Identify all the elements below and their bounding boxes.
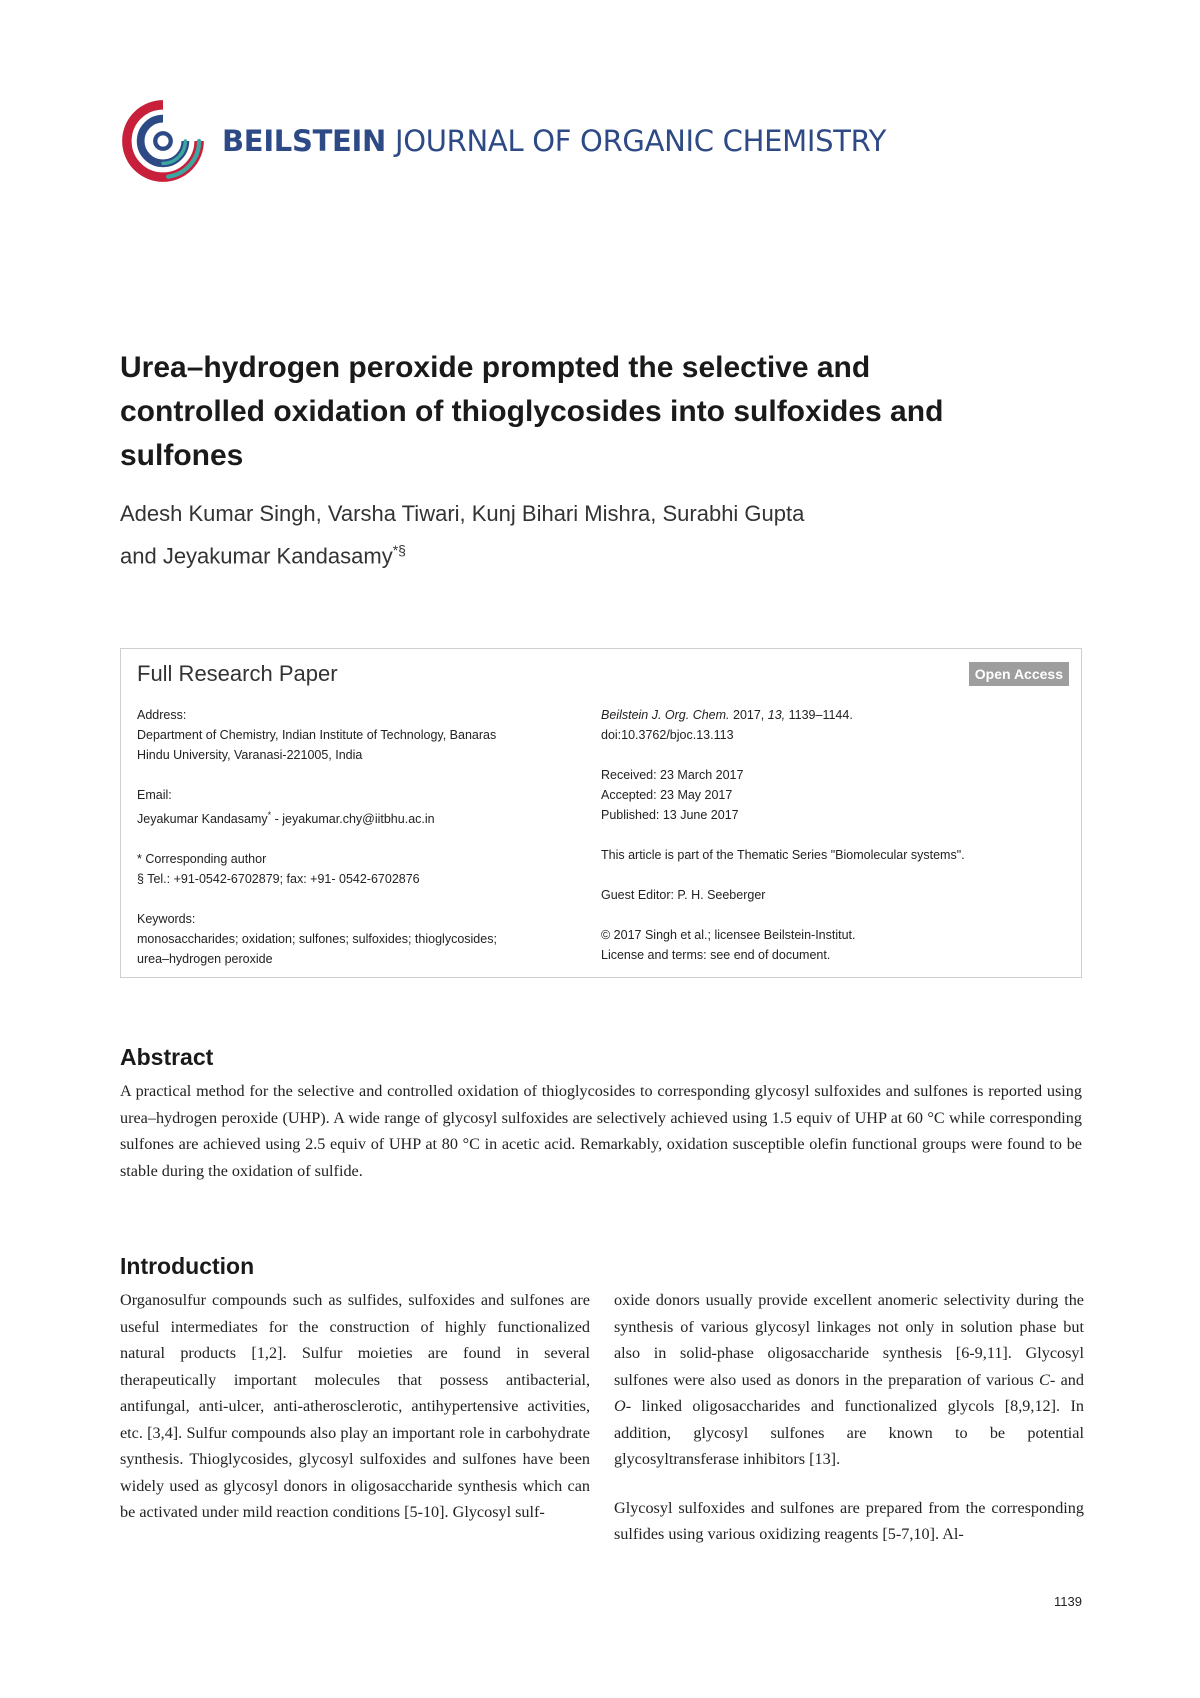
phone-fax: § Tel.: +91-0542-6702879; fax: +91- 0542-6702876 xyxy=(137,872,420,887)
abstract-heading: Abstract xyxy=(120,1044,214,1070)
keywords-line-1: monosaccharides; oxidation; sulfones; sulfoxides; thioglycosides; xyxy=(137,932,497,947)
intro-paragraph-2: Glycosyl sulfoxides and sulfones are prepared from the corresponding sulfides using various oxidizing reagents [5-7,10]. Al- xyxy=(614,1498,1084,1543)
email-author: Jeyakumar Kandasamy xyxy=(137,812,268,827)
article-title: Urea–hydrogen peroxide prompted the selective and controlled oxidation of thioglycosides into sulfoxides and sulfones xyxy=(120,351,944,472)
published-date: Published: 13 June 2017 xyxy=(601,808,739,822)
intro-right-column xyxy=(614,1287,1084,1548)
citation-journal: Beilstein J. Org. Chem. xyxy=(601,708,730,722)
intro-paragraph-1: Organosulfur compounds such as sulfides, sulfoxides and sulfones are useful intermediates for the construction of highly functionalized natural products [1,2]. Sulfur moieties are found in several therapeutically important molecules that possess antibacterial, antifungal, anti-ulcer, anti-atherosclerotic, antihypertensive activities, etc. [3,4]. Sulfur compounds also play an important role in carbohydrate synthesis. Thioglycosides, glycosyl sulfoxides and sulfones have been widely used as glycosyl donors in oligosaccharide synthesis which can be activated under mild reaction conditions [5-10]. Glycosyl sulf- xyxy=(120,1291,590,1521)
keywords-line-2: urea–hydrogen peroxide xyxy=(137,952,273,967)
email-label: Email: xyxy=(137,788,172,802)
accepted-date: Accepted: 23 May 2017 xyxy=(601,788,733,802)
doi-link[interactable]: doi:10.3762/bjoc.13.113 xyxy=(601,728,734,742)
citation-year: 2017, xyxy=(729,708,768,722)
journal-header xyxy=(120,96,886,186)
guest-editor: Guest Editor: P. H. Seeberger xyxy=(601,888,766,902)
introduction-heading: Introduction xyxy=(120,1253,255,1279)
citation xyxy=(601,705,1071,725)
journal-brand: BEILSTEIN xyxy=(222,124,387,158)
paper-type: Full Research Paper xyxy=(137,661,338,686)
address-line-1: Department of Chemistry, Indian Institute of Technology, Banaras xyxy=(137,728,497,742)
license-terms: License and terms: see end of document. xyxy=(601,948,831,962)
journal-title-rest: JOURNAL OF ORGANIC CHEMISTRY xyxy=(394,124,887,158)
journal-name xyxy=(222,124,886,158)
page-number: 1139 xyxy=(1054,1594,1082,1609)
citation-volume: 13, xyxy=(767,708,786,722)
abstract-text: A practical method for the selective and controlled oxidation of thioglycosides to corresponding glycosyl sulfoxides and sulfones is reported using urea–hydrogen peroxide (UHP). A wide range of glycosyl sulfoxides are selectively achieved using 1.5 equiv of UHP at 60 °C while corresponding sulfones are achieved using 2.5 equiv of UHP at 80 °C in acetic acid. Remarkably, oxidation susceptible olefin functional groups were found to be stable during the oxidation of sulfide. xyxy=(120,1082,1082,1180)
received-date: Received: 23 March 2017 xyxy=(601,768,744,782)
info-right-column xyxy=(601,705,1071,965)
open-access-badge: Open Access xyxy=(969,662,1069,686)
email-mark: * xyxy=(267,810,272,820)
copyright: © 2017 Singh et al.; licensee Beilstein-Institut. xyxy=(601,928,856,942)
authors-line-1: Adesh Kumar Singh, Varsha Tiwari, Kunj Bihari Mishra, Surabhi Gupta xyxy=(120,501,805,526)
authors-line-2: and Jeyakumar Kandasamy xyxy=(120,543,393,569)
corresponding-note: * Corresponding author xyxy=(137,852,267,867)
email-entry xyxy=(137,805,557,829)
address-line-2: Hindu University, Varanasi-221005, India xyxy=(137,748,363,762)
intro-paragraph-1-continued: oxide donors usually provide excellent anomeric selectivity during the synthesis of various glycosyl linkages not only in solution phase but also in solid-phase oligosaccharide synthesis [6-9,11]. Glycosyl sulfones were also used as donors in the preparation of various C- and O- linked oligosaccharides and functionalized glycols [8,9,12]. In addition, glycosyl sulfones are known to be potential glycosyltransferase inhibitors [13]. xyxy=(614,1291,1084,1468)
intro-left-column xyxy=(120,1287,590,1526)
author-marks: *§ xyxy=(392,542,406,558)
email-address-link[interactable]: - jeyakumar.chy@iitbhu.ac.in xyxy=(271,812,435,827)
thematic-series-link[interactable]: This article is part of the Thematic Series "Biomolecular systems". xyxy=(601,848,965,862)
info-left-column xyxy=(137,705,557,969)
citation-pages: 1139–1144. xyxy=(785,708,853,722)
author-list xyxy=(120,496,980,574)
beilstein-logo-icon xyxy=(120,98,206,184)
address-label: Address: xyxy=(137,708,187,722)
keywords-label: Keywords: xyxy=(137,912,196,927)
article-info-box xyxy=(120,648,1082,978)
